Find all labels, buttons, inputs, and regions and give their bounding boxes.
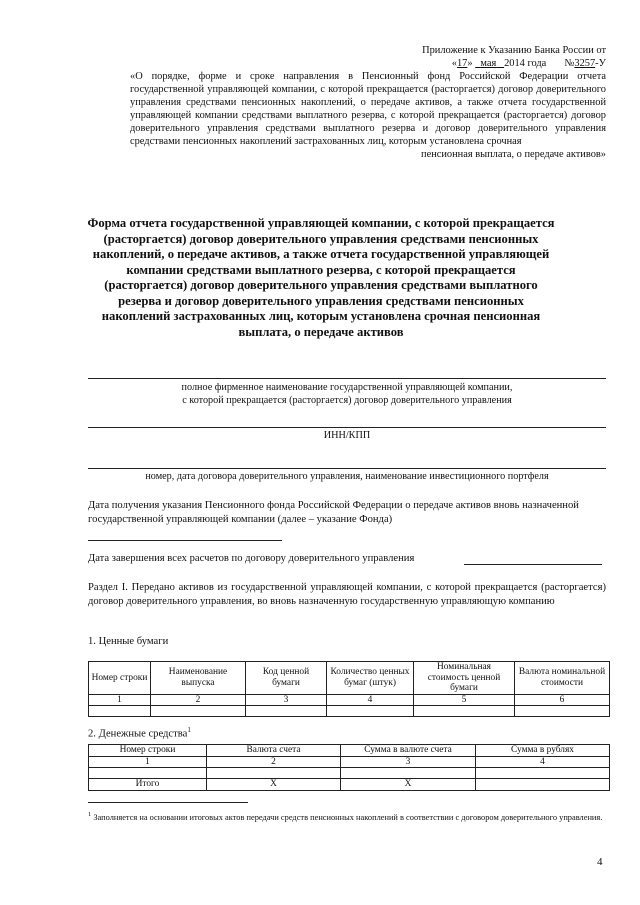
company-name-caption: полное фирменное наименование государственной управляющей компании, с которой прекращается (расторгается) договор доверительного управления	[181, 382, 513, 406]
fund-instruction-date-text: Дата получения указания Пенсионного фонда Российской Федерации о передаче активов вновь назначенной государственной управляющей компании (далее – указание Фонда)	[88, 500, 579, 525]
securities-header-cell: Количество ценных бумаг (штук)	[327, 662, 414, 695]
form-title: Форма отчета государственной управляющей компании, с которой прекращается (расторгается) договор доверительного управления средствами пенсионных накоплений, о передаче активов, а также отчета государственной управляющей компании средствами выплатного резерва, с которой прекращается (расторгается) договор доверительного управления средствами выплатного резерва и договор доверительного управления средствами пенсионных накоплений застрахованных лиц, которым установлена срочная пенсионная выплата, о передаче активов	[87, 216, 555, 339]
contract-line	[88, 468, 606, 469]
cash-empty-row	[89, 768, 610, 779]
securities-table	[88, 661, 610, 717]
footnote	[88, 809, 606, 823]
securities-header-row	[89, 662, 610, 695]
appendix-reference: «О порядке, форме и сроке направления в Пенсионный фонд Российской Федерации отчета государственной управляющей компании, с которой прекращается (расторгается) договор доверительного управления средствами пенсионных накоплений, о передаче активов, а также отчета государственной управляющей компании средствами выплатного резерва, с которой прекращается (расторгается) договор доверительного управления средствами выплатного резерва и договор доверительного управления средствами пенсионных накоплений застрахованных лиц, которым установлена срочная	[130, 71, 606, 147]
securities-header-cell: Номер строки	[89, 662, 151, 695]
cash-total-x: X	[341, 779, 476, 791]
settlement-date-line	[464, 564, 602, 565]
cash-header-cell: Сумма в рублях	[476, 745, 610, 757]
appendix-month: мая	[480, 58, 497, 69]
appendix-line: Приложение к Указанию Банка России от	[422, 45, 606, 56]
cash-header-cell: Сумма в валюте счета	[341, 745, 476, 757]
securities-number-cell: 2	[151, 694, 246, 706]
cash-header-cell: Валюта счета	[207, 745, 341, 757]
appendix-number: 3257	[574, 58, 596, 69]
footnote-text: Заполняется на основании итоговых актов передачи средств пенсионных накоплений в соответствии с договором доверительного управления.	[93, 812, 603, 822]
document-header	[130, 44, 606, 161]
securities-empty-row	[89, 706, 610, 717]
contract-caption: номер, дата договора доверительного управления, наименование инвестиционного портфеля	[145, 471, 549, 482]
cash-heading: 2. Денежные средства$^1$	[88, 726, 191, 740]
cash-table	[88, 744, 610, 791]
footnote-separator	[88, 802, 248, 803]
cash-header-row	[89, 745, 610, 757]
cash-number-row	[89, 756, 610, 768]
cash-total-row	[89, 779, 610, 791]
cash-number-cell: 2	[207, 756, 341, 768]
securities-header-cell: Наименование выпуска	[151, 662, 246, 695]
footnote-mark: 1	[88, 811, 92, 818]
cash-number-cell: 4	[476, 756, 610, 768]
cash-total-x: X	[207, 779, 341, 791]
securities-number-cell: 6	[515, 694, 610, 706]
inn-caption: ИНН/КПП	[323, 430, 371, 441]
securities-number-cell: 5	[414, 694, 515, 706]
settlement-date-text: Дата завершения всех расчетов по договору доверительного управления	[88, 553, 415, 564]
appendix-reference-end: пенсионная выплата, о передаче активов»	[421, 149, 606, 160]
securities-number-row	[89, 694, 610, 706]
appendix-day: 17	[456, 58, 468, 69]
appendix-date-line: «17» мая 2014 года №3257-У	[451, 58, 606, 69]
securities-header-cell: Код ценной бумаги	[246, 662, 327, 695]
securities-number-cell: 4	[327, 694, 414, 706]
cash-total-label: Итого	[89, 779, 207, 791]
cash-number-cell: 3	[341, 756, 476, 768]
inn-line	[88, 427, 606, 428]
cash-number-cell: 1	[89, 756, 207, 768]
securities-header-cell: Номинальная стоимость ценной бумаги	[414, 662, 515, 695]
cash-header-cell: Номер строки	[89, 745, 207, 757]
page-number: 4	[597, 856, 603, 868]
securities-number-cell: 1	[89, 694, 151, 706]
footnote-ref: 1	[187, 726, 191, 734]
securities-header-cell: Валюта номинальной стоимости	[515, 662, 610, 695]
securities-number-cell: 3	[246, 694, 327, 706]
fund-instruction-date-line	[88, 540, 282, 541]
section-1-text: Раздел I. Передано активов из государственной управляющей компании, с которой прекращается (расторгается) договор доверительного управления, во вновь назначенную государственную управляющую компанию	[88, 582, 606, 607]
appendix-year: 2014 года	[504, 58, 547, 69]
securities-heading: 1. Ценные бумаги	[88, 636, 169, 647]
company-name-line	[88, 378, 606, 379]
